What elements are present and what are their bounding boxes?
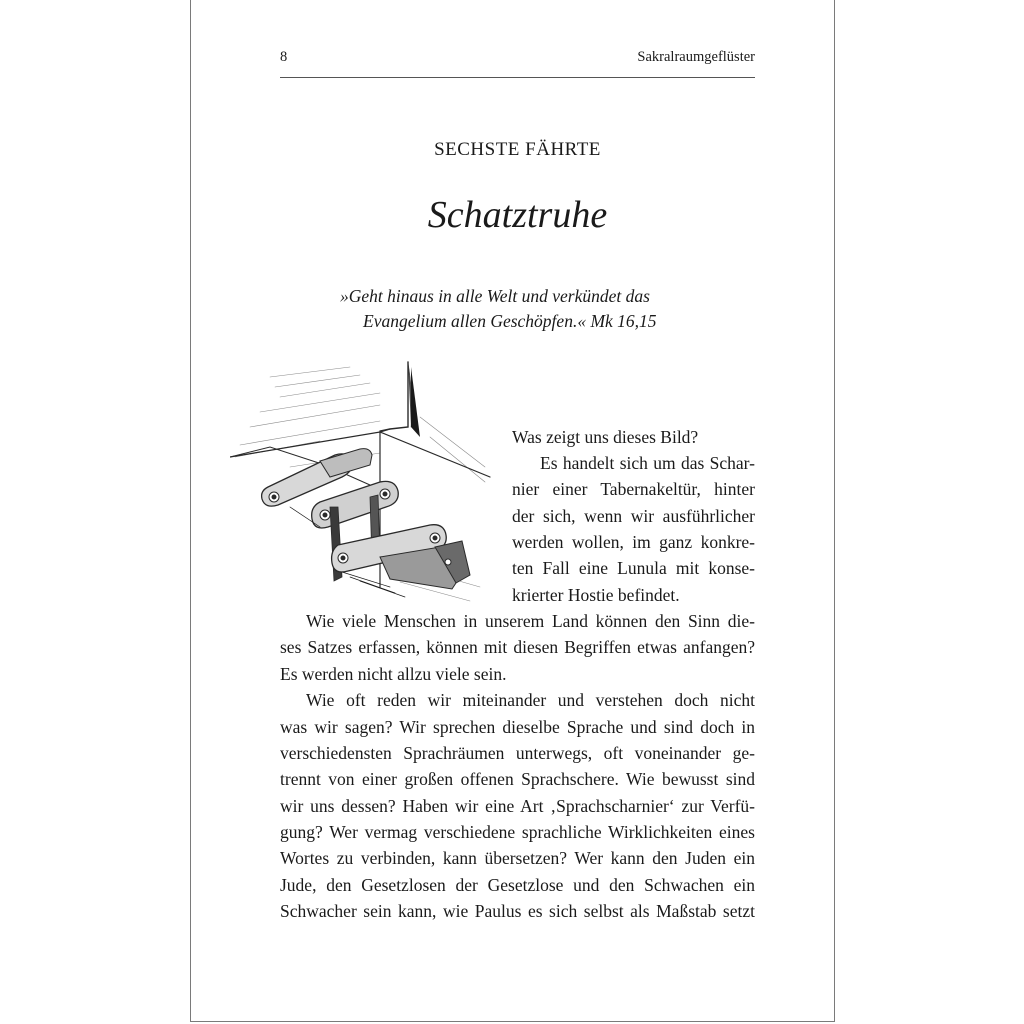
body-line: krierter Hostie befindet. [512,585,680,605]
hinge-drawing-icon [230,357,492,605]
body-line: verschiedensten Sprachräumen unterwegs, oft voneinander ge- [280,743,755,763]
body-line: trennt von einer großen offenen Sprachschere. Wie bewusst sind [280,769,755,789]
body-line: Es werden nicht allzu viele sein. [280,664,507,684]
body-line: Wie viele Menschen in unserem Land können den Sinn die- [306,611,755,631]
body-line: Was zeigt uns dieses Bild? [512,427,699,447]
chapter-title: Schatztruhe [427,194,608,236]
body-line: ses Satzes erfassen, können mit diesen Begriffen etwas anfangen? [280,637,755,657]
epigraph-line: »Geht hinaus in alle Welt und verkündet das [340,286,650,306]
body-line: Es handelt sich um das Schar- [540,453,755,473]
running-header [280,49,755,69]
epigraph-line: Evangelium allen Geschöpfen.« Mk 16,15 [363,311,657,331]
body-line: werden wollen, im ganz konkre- [512,532,755,552]
body-line: wir uns dessen? Haben wir eine Art ‚Sprachscharnier‘ zur Verfü- [280,796,755,816]
book-title: Sakralraumgeflüster [637,49,755,65]
header-rule [280,77,755,78]
body-line: der sich, wenn wir ausführlicher [512,506,755,526]
chapter-label: SECHSTE FÄHRTE [434,139,601,160]
body-line: Schwacher sein kann, wie Paulus es sich selbst als Maßstab setzt [280,901,755,921]
body-line: ten Fall eine Lunula mit konse- [512,558,755,578]
body-line: gung? Wer vermag verschiedene sprachliche Wirklichkeiten eines [280,822,755,842]
page-number: 8 [280,49,288,65]
body-line: Jude, den Gesetzlosen der Gesetzlose und den Schwachen ein [280,875,755,895]
body-line: was wir sagen? Wir sprechen dieselbe Sprache und sind doch in [280,717,755,737]
body-line: Wie oft reden wir miteinander und verstehen doch nicht [306,690,755,710]
body-line: nier einer Tabernakeltür, hinter [512,479,755,499]
body-line: Wortes zu verbinden, kann übersetzen? Wer kann den Juden ein [280,848,755,868]
